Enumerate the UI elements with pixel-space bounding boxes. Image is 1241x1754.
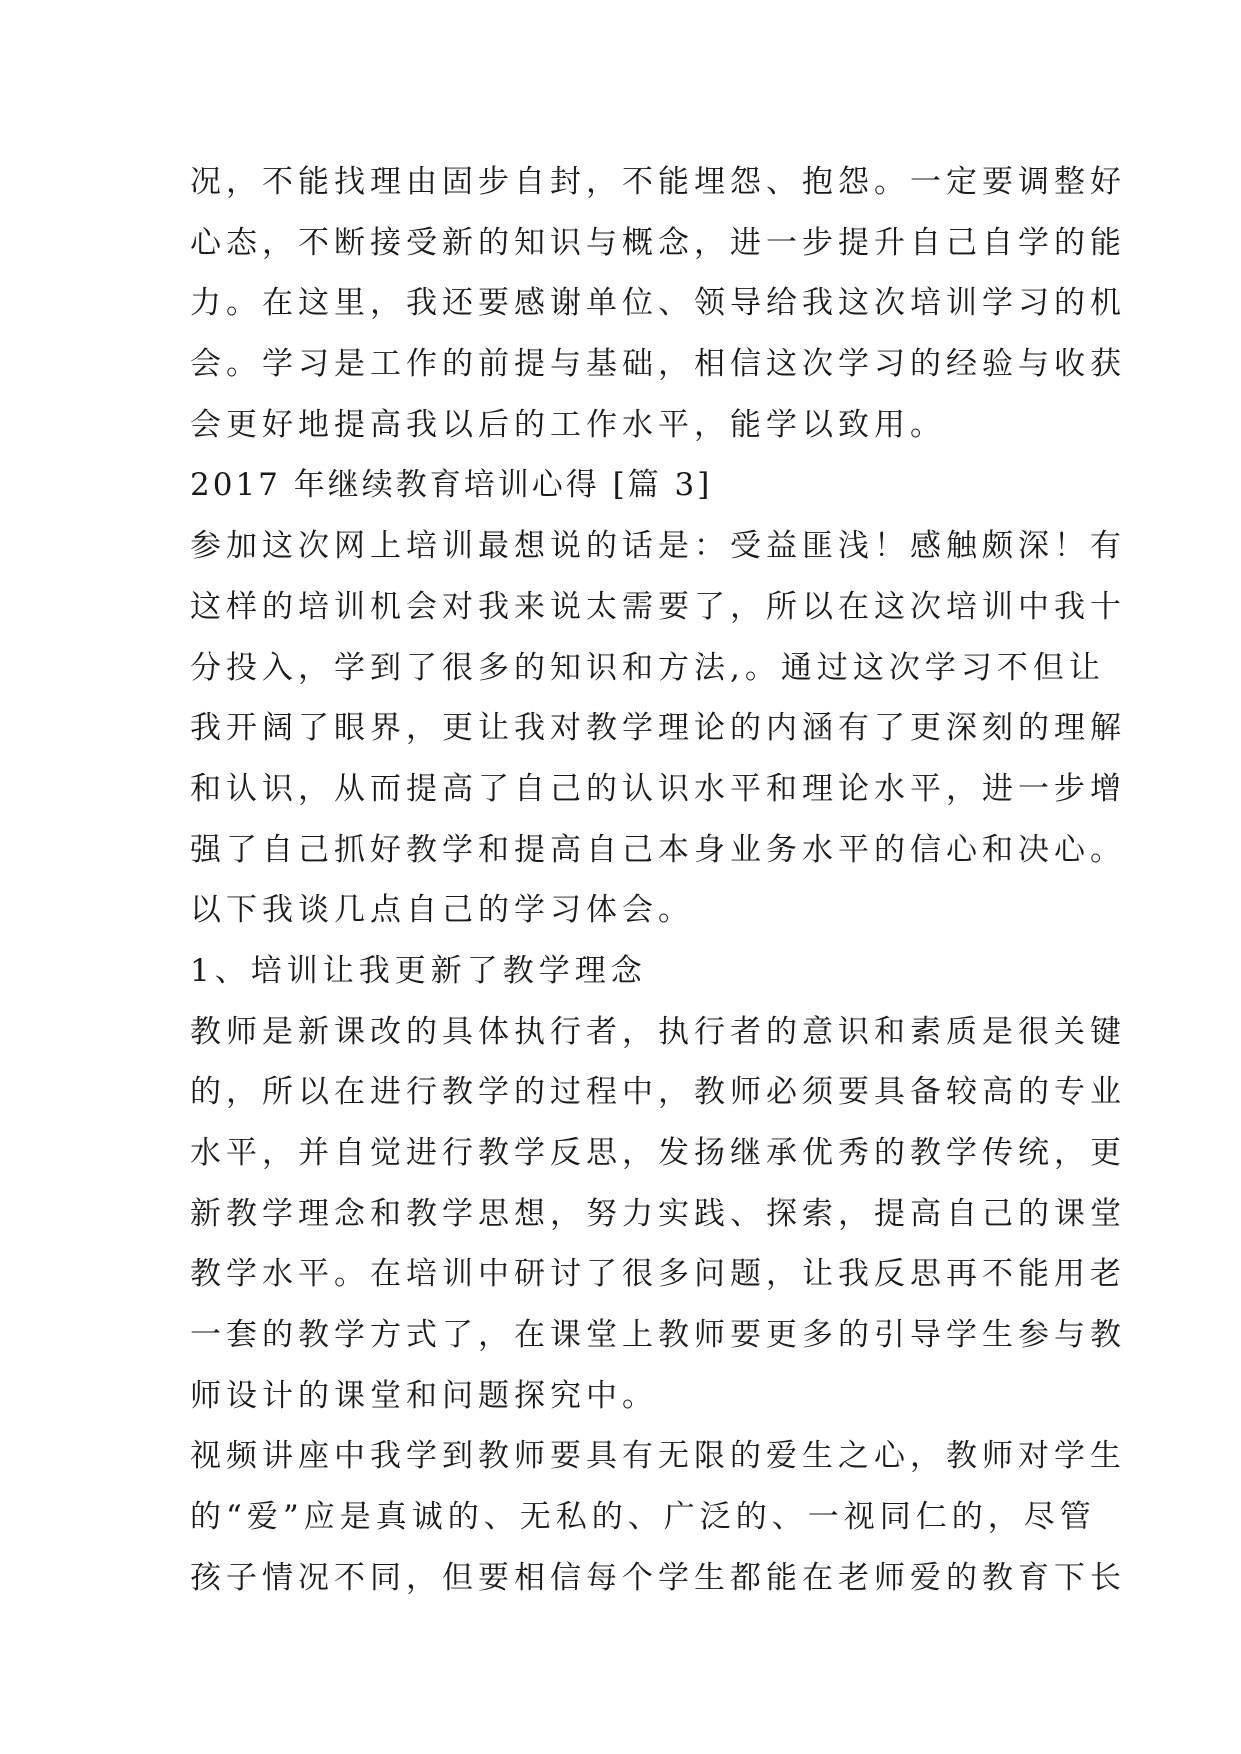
text-line: 和认识，从而提高了自己的认识水平和理论水平，进一步增 (190, 770, 1126, 807)
text-line: 会。学习是工作的前提与基础，相信这次学习的经验与收获 (190, 346, 1126, 383)
text-line: 力。在这里，我还要感谢单位、领导给我这次培训学习的机 (190, 285, 1126, 322)
section-heading: 2017 年继续教育培训心得 [篇 3] (190, 467, 713, 504)
text-line: 的“爱”应是真诚的、无私的、广泛的、一视同仁的，尽管 (190, 1499, 1096, 1536)
text-line: 心态，不断接受新的知识与概念，进一步提升自己自学的能 (190, 224, 1126, 261)
text-line: 师设计的课堂和问题探究中。 (190, 1377, 658, 1414)
text-line: 教师是新课改的具体执行者，执行者的意识和素质是很关键 (190, 1013, 1126, 1050)
text-line: 会更好地提高我以后的工作水平，能学以致用。 (190, 406, 946, 443)
document-body (190, 152, 1126, 1609)
text-line: 这样的培训机会对我来说太需要了，所以在这次培训中我十 (190, 588, 1126, 625)
text-line: 强了自己抓好教学和提高自己本身业务水平的信心和决心。 (190, 831, 1126, 868)
text-line: 孩子情况不同，但要相信每个学生都能在老师爱的教育下长 (190, 1559, 1126, 1596)
text-line: 参加这次网上培训最想说的话是：受益匪浅！感触颇深！有 (190, 528, 1126, 565)
text-line: 视频讲座中我学到教师要具有无限的爱生之心，教师对学生 (190, 1438, 1126, 1475)
text-line: 况，不能找理由固步自封，不能埋怨、抱怨。一定要调整好 (190, 164, 1126, 200)
text-line: 的，所以在进行教学的过程中，教师必须要具备较高的专业 (190, 1074, 1126, 1111)
text-line: 我开阔了眼界，更让我对教学理论的内涵有了更深刻的理解 (190, 710, 1126, 747)
text-line: 水平，并自觉进行教学反思，发扬继承优秀的教学传统，更 (190, 1135, 1126, 1171)
text-line: 分投入，学到了很多的知识和方法,。通过这次学习不但让 (190, 649, 1105, 686)
text-line: 新教学理念和教学思想，努力实践、探索，提高自己的课堂 (190, 1195, 1126, 1232)
text-line: 一套的教学方式了，在课堂上教师要更多的引导学生参与教 (190, 1317, 1126, 1354)
text-line: 教学水平。在培训中研讨了很多问题，让我反思再不能用老 (190, 1256, 1126, 1293)
subsection-heading: 1、培训让我更新了教学理念 (190, 952, 647, 989)
text-line: 以下我谈几点自己的学习体会。 (190, 892, 694, 929)
